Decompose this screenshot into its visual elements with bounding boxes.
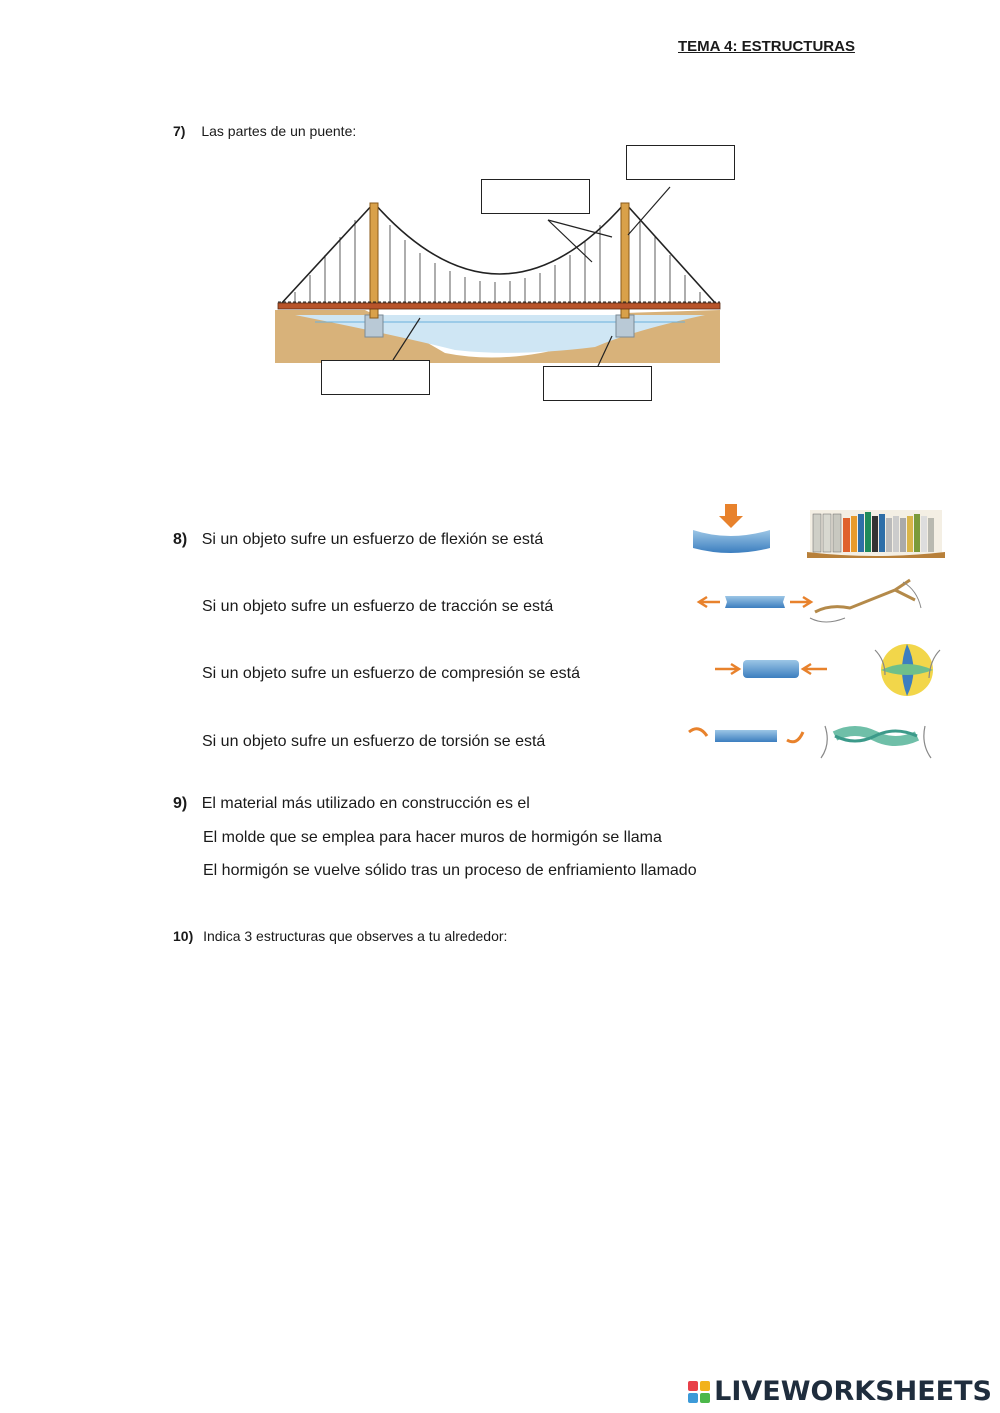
traction-illustration bbox=[699, 580, 921, 622]
stress-illustrations bbox=[685, 500, 950, 765]
label-leader-lines bbox=[0, 0, 1000, 420]
flexion-illustration bbox=[693, 504, 945, 558]
question-8-line-1 bbox=[173, 531, 543, 549]
question-10-text: Indica 3 estructuras que observes a tu alrededor: bbox=[203, 928, 508, 944]
question-9-number: 9) bbox=[173, 795, 188, 812]
worksheet-title: TEMA 4: ESTRUCTURAS bbox=[678, 38, 855, 55]
liveworksheets-logo bbox=[688, 1376, 992, 1407]
question-10 bbox=[173, 928, 507, 944]
question-8-text-torsion: Si un objeto sufre un esfuerzo de torsión se está bbox=[202, 733, 546, 750]
question-8-text-flexion: Si un objeto sufre un esfuerzo de flexión se está bbox=[201, 531, 544, 548]
question-7-text: Las partes de un puente: bbox=[201, 123, 357, 139]
compression-illustration bbox=[715, 644, 940, 696]
question-8-number: 8) bbox=[173, 531, 188, 548]
logo-text: LIVEWORKSHEETS bbox=[714, 1376, 992, 1407]
question-8-text-traccion: Si un objeto sufre un esfuerzo de tracción se está bbox=[202, 598, 554, 615]
logo-icon bbox=[688, 1381, 710, 1403]
question-10-number: 10) bbox=[173, 928, 194, 944]
question-9-text-fraguado: El hormigón se vuelve sólido tras un proceso de enfriamiento llamado bbox=[203, 862, 697, 879]
question-9-line-1 bbox=[173, 795, 530, 813]
question-8-text-compresion: Si un objeto sufre un esfuerzo de compresión se está bbox=[202, 665, 580, 682]
question-7-number: 7) bbox=[173, 123, 186, 139]
torsion-illustration bbox=[689, 726, 931, 758]
question-9-text-material: El material más utilizado en construcción es el bbox=[201, 795, 530, 812]
question-9-text-molde: El molde que se emplea para hacer muros de hormigón se llama bbox=[203, 829, 662, 846]
